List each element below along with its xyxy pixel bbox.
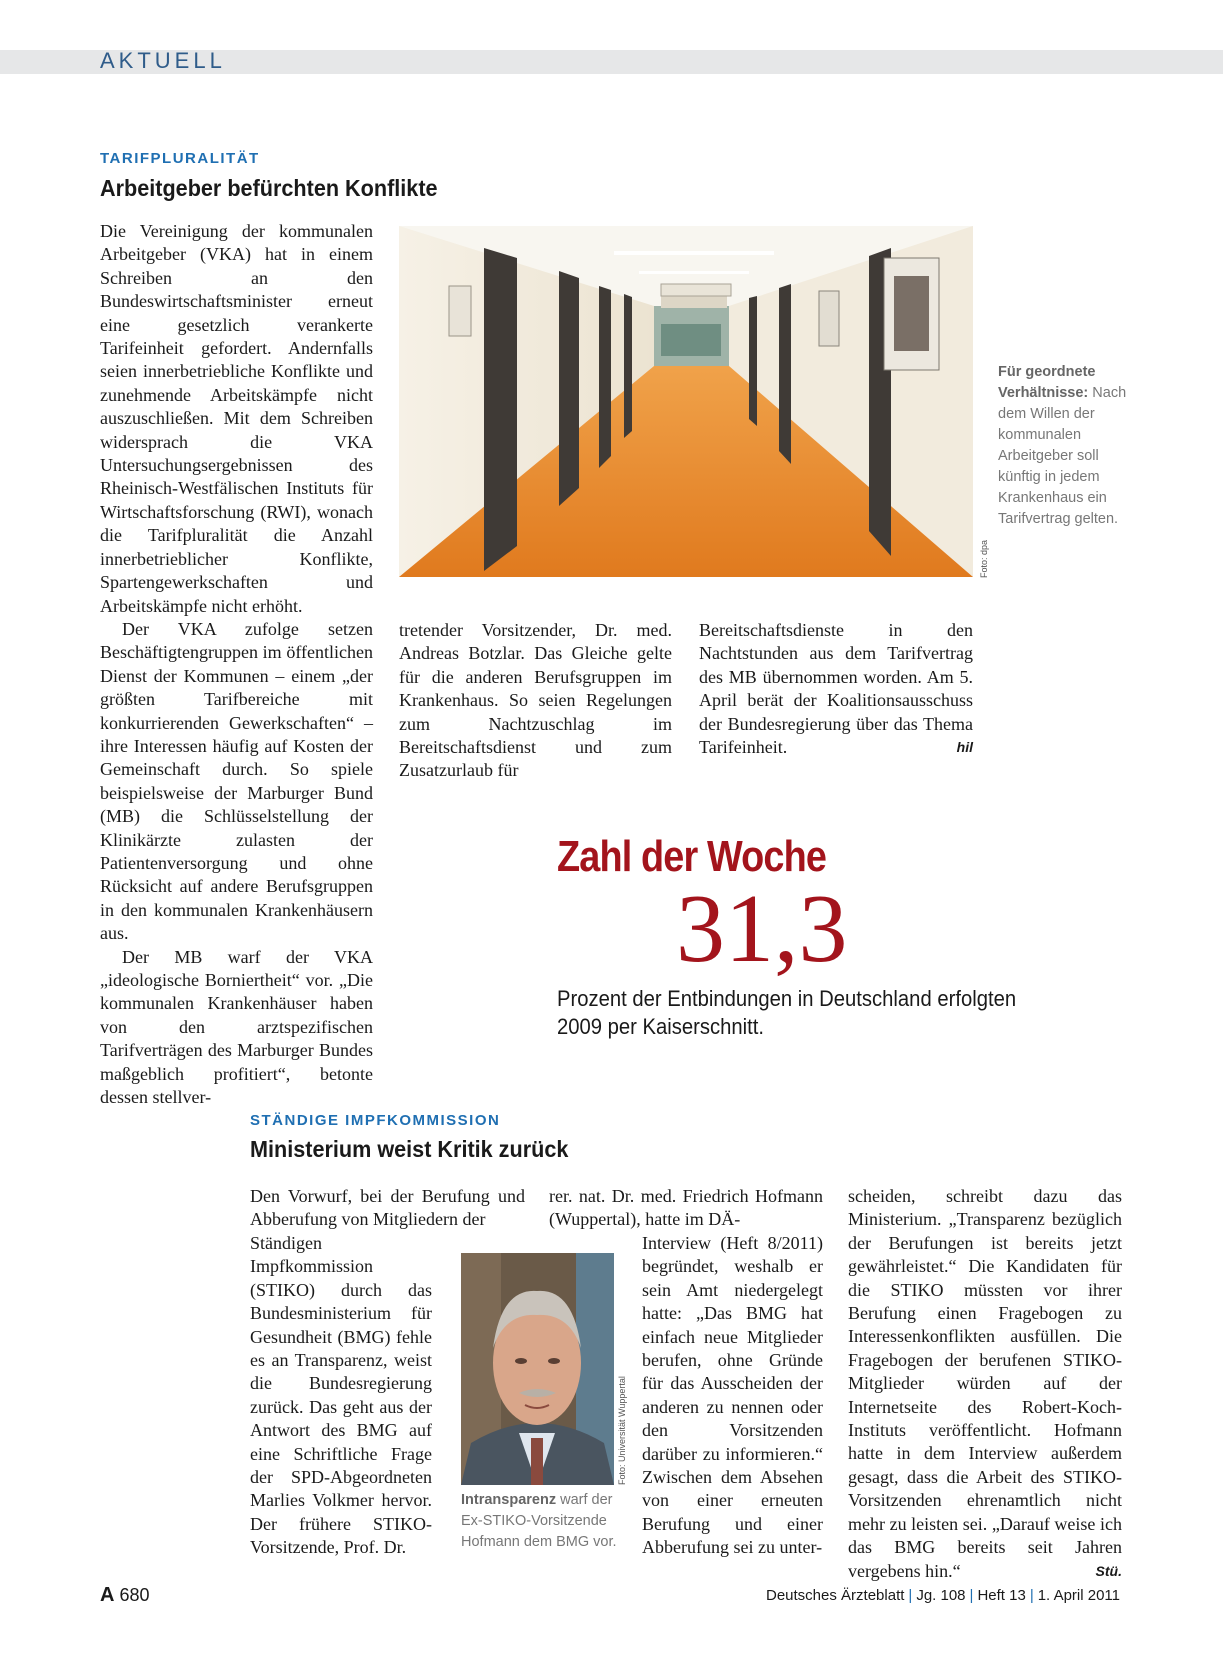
page-prefix: A — [100, 1584, 115, 1606]
page-number-value: 680 — [119, 1585, 150, 1605]
article2-paragraph: Den Vorwurf, bei der Berufung und Abberufung von Mitgliedern der — [250, 1186, 525, 1230]
caption-text: Nach dem Willen der kommunalen Arbeitgeber soll künftig in jedem Krankenhaus ein Tarifvertrag gelten. — [998, 385, 1127, 527]
article2-column-1 — [250, 1232, 432, 1560]
page-number — [100, 1584, 150, 1607]
journal-volume: Jg. 108 — [916, 1587, 966, 1604]
article1-photo-credit: Foto: dpa — [979, 539, 989, 578]
article2-column-2-top — [549, 1185, 823, 1232]
article2-column-3 — [848, 1185, 1122, 1583]
article1-paragraph: tretender Vorsitzender, Dr. med. Andreas Botzlar. Das Gleiche gelte für die anderen Berufsgruppen im Krankenhaus. So seien Regelungen zum Nachtzuschlag im Bereitschaftsdienst und zum Zusatzurlaub für — [399, 620, 672, 781]
article2-kicker: STÄNDIGE IMPFKOMMISSION — [250, 1112, 501, 1129]
article1-signature: hil — [956, 739, 973, 756]
article2-photo-credit: Foto: Universität Wuppertal — [617, 1376, 627, 1485]
journal-name: Deutsches Ärzteblatt — [766, 1587, 905, 1604]
article2-paragraph: Ständigen Impfkommission (STIKO) durch das Bundesministerium für Gesundheit (BMG) fehle es an Transparenz, weist die Bundesregierung zurück. Das geht aus der Antwort des BMG auf eine Schriftliche Frage der SPD-Abgeordneten Marlies Volkmer hervor. Der frühere STIKO-Vorsitzende, Prof. Dr. — [250, 1233, 432, 1558]
journal-date: 1. April 2011 — [1037, 1587, 1120, 1604]
journal-issue: Heft 13 — [977, 1587, 1026, 1604]
article1-photo-caption — [998, 362, 1128, 530]
article2-headline: Ministerium weist Kritik zurück — [250, 1136, 569, 1162]
zahl-der-woche-text: Prozent der Entbindungen in Deutschland erfolgten 2009 per Kaiserschnitt. — [557, 986, 1017, 1039]
article1-paragraph: Die Vereinigung der kommunalen Arbeitgeber (VKA) hat in einem Schreiben an den Bundeswirtschaftsminister erneut eine gesetzlich verankerte Tarifeinheit gefordert. Andernfalls seien innerbetriebliche Konflikte und zunehmende Arbeitskämpfe nicht auszuschließen. Mit dem Schreiben widersprach die VKA Untersuchungsergebnissen des Rheinisch-Westfälischen Instituts für Wirtschaftsforschung (RWI), wonach die Tarifpluralität die Anzahl innerbetrieblicher Konflikte, Spartengewerkschaften und Arbeitskämpfe nicht erhöht. — [100, 221, 373, 616]
article2-photo-caption — [461, 1490, 621, 1553]
caption-bold: Für geordnete Verhältnisse: — [998, 364, 1096, 401]
hofmann-portrait-photo — [461, 1253, 614, 1485]
article2-paragraph: Interview (Heft 8/2011) begründet, weshalb er sein Amt niedergelegt hatte: „Das BMG hat einfach neue Mitglieder berufen, ohne Gründe für das Ausscheiden der anderen zu nennen oder den Vorsitzenden darüber zu informieren.“ Zwischen dem Absehen von einer erneuten Berufung und einer Abberufung sei zu unter- — [642, 1233, 823, 1558]
article1-column-3 — [699, 619, 973, 759]
section-label: AKTUELL — [100, 48, 226, 73]
article1-column-1 — [100, 220, 373, 1109]
hospital-corridor-photo — [399, 226, 973, 577]
article2-column-2 — [642, 1232, 823, 1560]
zahl-der-woche-number: 31,3 — [676, 875, 848, 983]
article1-headline: Arbeitgeber befürchten Konflikte — [100, 175, 438, 201]
caption-bold: Intransparenz — [461, 1492, 557, 1508]
article1-kicker: TARIFPLURALITÄT — [100, 150, 260, 167]
article1-paragraph: Der VKA zufolge setzen Beschäftigtengruppen im öffentlichen Dienst der Kommunen – einem „der größten Tarifbereiche mit konkurrierenden Gewerkschaften“ – ihre Interessen häufig auf Kosten der Gemeinschaft durch. So spiele beispielsweise der Marburger Bund (MB) die Schlüsselstellung der Klinikärzte zulasten der Patientenversorgung und ohne Rücksicht auf andere Berufsgruppen in den kommunalen Krankenhäusern aus. — [100, 618, 373, 944]
article2-paragraph: rer. nat. Dr. med. Friedrich Hofmann (Wuppertal), hatte im DÄ- — [549, 1186, 823, 1230]
caption-text: warf der Ex-STIKO-Vorsitzende Hofmann dem BMG vor. — [461, 1492, 617, 1550]
article1-paragraph: Bereitschaftsdienste in den Nachtstunden aus dem Tarifvertrag des MB übernommen worden. Am 5. April berät der Koalitionsausschuss der Bundesregierung über das Thema Tarifeinheit. — [699, 620, 973, 758]
article1-paragraph: Der MB warf der VKA „ideologische Borniertheit“ vor. „Die kommunalen Krankenhäuser haben von den arztspezifischen Tarifverträgen des Marburger Bundes maßgeblich profitiert“, betonte dessen stellver- — [100, 946, 373, 1108]
article1-column-2 — [399, 619, 672, 783]
footer-journal-info: Deutsches Ärzteblatt | Jg. 108 | Heft 13 | 1. April 2011 — [766, 1587, 1120, 1604]
article2-paragraph: scheiden, schreibt dazu das Ministerium. „Transparenz bezüglich der Berufungen ist bereits jetzt gewährleistet.“ Die Kandidaten für die STIKO müssten vor ihrer Berufung einen Fragebogen zu Interessenkonflikten ausfüllen. Die Fragebogen der berufenen STIKO-Mitglieder würden auf der Internetseite des Robert-Koch-Instituts veröffentlicht. Hofmann hatte in dem Interview außerdem gesagt, dass die Arbeit des STIKO-Vorsitzenden ehrenamtlich nicht mehr zu leisten sei. „Darauf weise ich das BMG bereits seit Jahren vergebens hin.“ — [848, 1186, 1122, 1581]
zahl-der-woche-title: Zahl der Woche — [557, 832, 827, 881]
article2-signature: Stü. — [1095, 1562, 1122, 1579]
article2-column-1-top — [250, 1185, 525, 1232]
